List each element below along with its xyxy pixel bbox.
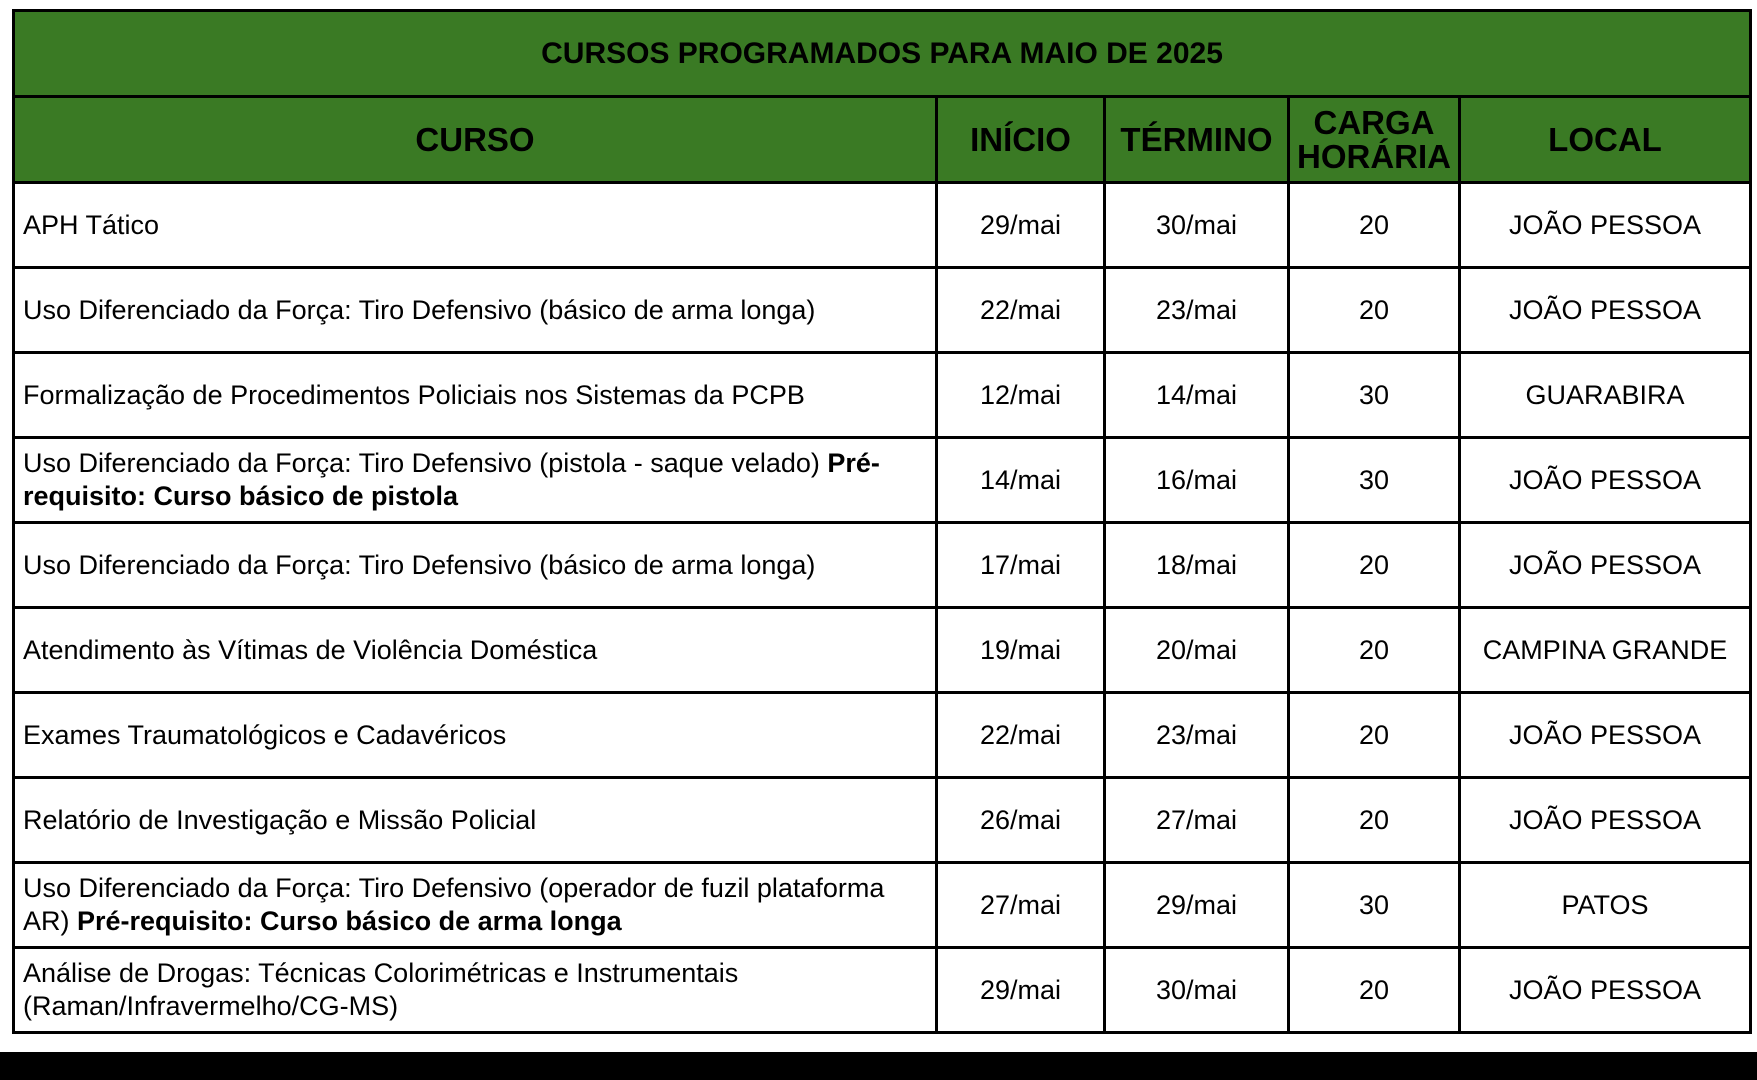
course-name: Análise de Drogas: Técnicas Colorimétricas e Instrumentais (Raman/Infravermelho/CG-MS) [23,958,739,1021]
cell-termino: 30/mai [1105,948,1289,1033]
cell-carga-horaria: 20 [1289,778,1460,863]
course-schedule [12,9,1749,1034]
column-header-inicio: INÍCIO [937,97,1105,183]
cell-local: CAMPINA GRANDE [1460,608,1751,693]
cell-carga-horaria: 20 [1289,608,1460,693]
cell-inicio: 29/mai [937,948,1105,1033]
cell-carga-horaria: 20 [1289,523,1460,608]
cell-inicio: 29/mai [937,183,1105,268]
cell-curso [14,608,937,693]
cell-carga-horaria: 30 [1289,438,1460,523]
bottom-black-band [0,1052,1757,1080]
cell-curso [14,523,937,608]
table-row [14,183,1751,268]
course-name: Uso Diferenciado da Força: Tiro Defensivo (operador de fuzil plataforma AR) [23,873,885,936]
table-row [14,778,1751,863]
course-table [12,9,1752,1034]
cell-local: GUARABIRA [1460,353,1751,438]
cell-curso [14,268,937,353]
cell-local: JOÃO PESSOA [1460,183,1751,268]
table-row [14,353,1751,438]
cell-carga-horaria: 20 [1289,183,1460,268]
cell-termino: 30/mai [1105,183,1289,268]
table-row [14,948,1751,1033]
cell-curso [14,948,937,1033]
cell-curso [14,183,937,268]
column-header-carga-horaria [1289,97,1460,183]
table-row [14,268,1751,353]
table-row [14,523,1751,608]
table-row [14,438,1751,523]
course-name: Uso Diferenciado da Força: Tiro Defensivo (básico de arma longa) [23,294,816,325]
course-name: Formalização de Procedimentos Policiais nos Sistemas da PCPB [23,379,805,410]
cell-termino: 14/mai [1105,353,1289,438]
table-row [14,608,1751,693]
course-name: Relatório de Investigação e Missão Policial [23,804,537,835]
column-header-local: LOCAL [1460,97,1751,183]
cell-curso [14,863,937,948]
cell-local: JOÃO PESSOA [1460,438,1751,523]
cell-carga-horaria: 20 [1289,693,1460,778]
cell-local: PATOS [1460,863,1751,948]
table-body [14,183,1751,1033]
table-row [14,693,1751,778]
course-name: APH Tático [23,209,160,240]
cell-termino: 16/mai [1105,438,1289,523]
cell-inicio: 12/mai [937,353,1105,438]
cell-curso [14,778,937,863]
cell-carga-horaria: 20 [1289,948,1460,1033]
cell-inicio: 19/mai [937,608,1105,693]
table-row [14,863,1751,948]
course-name: Exames Traumatológicos e Cadavéricos [23,719,507,750]
column-header-termino: TÉRMINO [1105,97,1289,183]
cell-curso [14,693,937,778]
cell-local: JOÃO PESSOA [1460,778,1751,863]
cell-carga-horaria: 20 [1289,268,1460,353]
table-title: CURSOS PROGRAMADOS PARA MAIO DE 2025 [14,11,1751,97]
cell-local: JOÃO PESSOA [1460,268,1751,353]
cell-termino: 23/mai [1105,693,1289,778]
carga-line-2: HORÁRIA [1297,137,1451,175]
cell-carga-horaria: 30 [1289,353,1460,438]
course-name: Uso Diferenciado da Força: Tiro Defensivo (básico de arma longa) [23,549,816,580]
cell-inicio: 26/mai [937,778,1105,863]
cell-local: JOÃO PESSOA [1460,523,1751,608]
course-prerequisite: Pré-requisito: Curso básico de arma longa [77,906,622,936]
cell-termino: 18/mai [1105,523,1289,608]
cell-curso [14,438,937,523]
cell-local: JOÃO PESSOA [1460,948,1751,1033]
carga-line-1: CARGA [1313,103,1435,141]
cell-termino: 29/mai [1105,863,1289,948]
course-name: Uso Diferenciado da Força: Tiro Defensivo (pistola - saque velado) [23,448,828,478]
column-header-curso: CURSO [14,97,937,183]
title-row [14,11,1751,97]
cell-termino: 23/mai [1105,268,1289,353]
cell-termino: 27/mai [1105,778,1289,863]
course-prerequisite: Pré-requisito: Curso básico de pistola [23,448,880,511]
cell-termino: 20/mai [1105,608,1289,693]
cell-curso [14,353,937,438]
cell-inicio: 27/mai [937,863,1105,948]
cell-inicio: 22/mai [937,693,1105,778]
cell-inicio: 17/mai [937,523,1105,608]
course-name: Atendimento às Vítimas de Violência Doméstica [23,634,598,665]
cell-inicio: 22/mai [937,268,1105,353]
header-row [14,97,1751,183]
cell-carga-horaria: 30 [1289,863,1460,948]
cell-inicio: 14/mai [937,438,1105,523]
cell-local: JOÃO PESSOA [1460,693,1751,778]
